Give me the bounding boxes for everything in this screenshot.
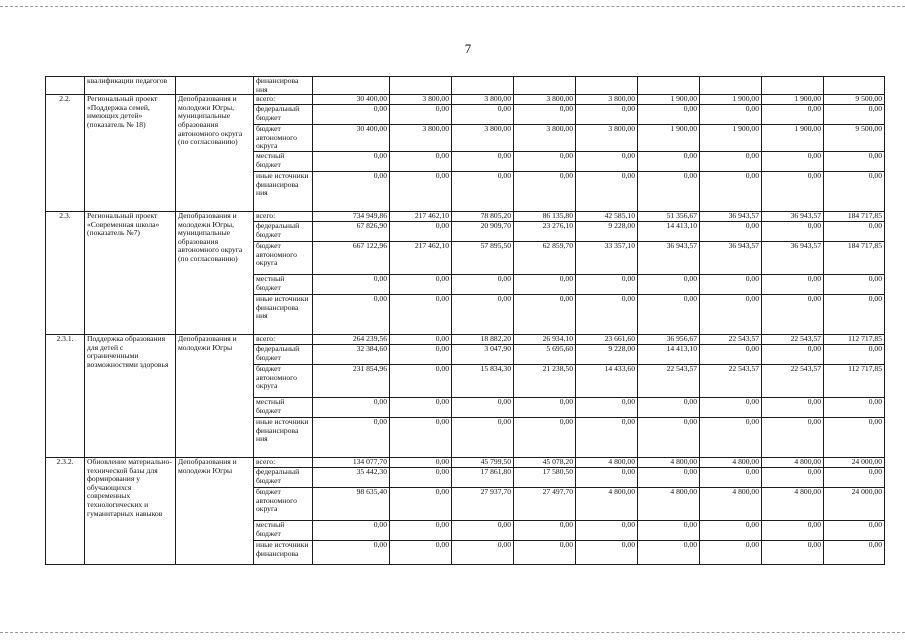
cell-value: 0,00 xyxy=(824,520,885,540)
cell-value xyxy=(824,77,885,95)
cell-value: 0,00 xyxy=(390,344,452,364)
cell-value: 217 462,10 xyxy=(390,211,452,221)
cell-value: 112 717,85 xyxy=(824,334,885,344)
cell-value: 0,00 xyxy=(390,334,452,344)
cell-value: 0,00 xyxy=(824,274,885,294)
cell-value: 1 900,00 xyxy=(700,125,762,152)
cell-value: 0,00 xyxy=(762,417,824,457)
cell-value: 3 800,00 xyxy=(576,95,638,105)
cell-value: 0,00 xyxy=(762,344,824,364)
cell-value: 3 800,00 xyxy=(514,125,576,152)
cell-value: 0,00 xyxy=(762,221,824,241)
cell-value: 9 228,00 xyxy=(576,344,638,364)
cell-value: 0,00 xyxy=(576,417,638,457)
cell-value: 0,00 xyxy=(824,467,885,487)
cell-value: 62 859,70 xyxy=(514,241,576,274)
cell-value: 0,00 xyxy=(700,344,762,364)
cell-value: 0,00 xyxy=(576,540,638,564)
cell-value: 0,00 xyxy=(700,520,762,540)
cell-value: 264 239,56 xyxy=(313,334,390,344)
cell-executor: Депобразования и молодежи Югры, муниципальные образования автономного округа (по согласованию) xyxy=(176,95,254,212)
table-row xyxy=(46,334,885,344)
cell-value: 3 800,00 xyxy=(390,125,452,152)
cell-value: 9 500,00 xyxy=(824,95,885,105)
cell-value: 36 943,57 xyxy=(762,211,824,221)
cell-source: иные источники финансирова ния xyxy=(254,294,313,334)
cell-value: 86 135,80 xyxy=(514,211,576,221)
cell-source: бюджет автономного округа xyxy=(254,364,313,397)
cell-value xyxy=(452,77,514,95)
cell-value: 0,00 xyxy=(700,397,762,417)
cell-value: 5 695,60 xyxy=(514,344,576,364)
cell-value: 4 800,00 xyxy=(638,487,700,520)
cell-value: 0,00 xyxy=(638,397,700,417)
cell-value: 0,00 xyxy=(452,417,514,457)
cell-value: 0,00 xyxy=(452,105,514,125)
cell-value: 22 543,57 xyxy=(762,364,824,397)
cell-value: 17 861,80 xyxy=(452,467,514,487)
cell-value: 0,00 xyxy=(452,274,514,294)
cell-source: местный бюджет xyxy=(254,397,313,417)
cell-value: 0,00 xyxy=(452,540,514,564)
cell-value: 0,00 xyxy=(700,105,762,125)
cell-source: бюджет автономного округа xyxy=(254,241,313,274)
cell-value: 0,00 xyxy=(700,417,762,457)
cell-value: 0,00 xyxy=(452,520,514,540)
cell-value: 45 078,20 xyxy=(514,457,576,467)
cell-value: 36 943,57 xyxy=(700,211,762,221)
cell-value: 9 500,00 xyxy=(824,125,885,152)
cell-value: 4 800,00 xyxy=(762,487,824,520)
cell-executor: Депобразования и молодежи Югры, муниципальные образования автономного округа (по согласованию) xyxy=(176,211,254,334)
cell-value: 42 585,10 xyxy=(576,211,638,221)
cell-value: 134 077,70 xyxy=(313,457,390,467)
cell-value: 36 943,57 xyxy=(638,241,700,274)
cell-source: всего: xyxy=(254,334,313,344)
cell-value: 0,00 xyxy=(700,151,762,171)
cell-value: 0,00 xyxy=(390,457,452,467)
cell-value xyxy=(390,77,452,95)
cell-value: 0,00 xyxy=(313,540,390,564)
cell-value: 0,00 xyxy=(762,540,824,564)
cell-value: 30 400,00 xyxy=(313,95,390,105)
cell-executor: Депобразования и молодежи Югры xyxy=(176,457,254,564)
cell-value: 24 000,00 xyxy=(824,487,885,520)
cell-value: 4 800,00 xyxy=(762,457,824,467)
cell-value: 0,00 xyxy=(576,520,638,540)
cell-value: 0,00 xyxy=(390,151,452,171)
cell-value: 0,00 xyxy=(390,467,452,487)
cell-value: 67 826,90 xyxy=(313,221,390,241)
cell-value: 0,00 xyxy=(390,364,452,397)
cell-value: 0,00 xyxy=(514,520,576,540)
cell-value: 0,00 xyxy=(762,105,824,125)
cell-value: 0,00 xyxy=(638,520,700,540)
cell-value: 184 717,85 xyxy=(824,241,885,274)
cell-value xyxy=(762,77,824,95)
cell-value: 0,00 xyxy=(762,274,824,294)
cell-value: 0,00 xyxy=(313,397,390,417)
cell-value: 184 717,85 xyxy=(824,211,885,221)
cell-value: 26 934,10 xyxy=(514,334,576,344)
cell-value: 0,00 xyxy=(700,171,762,211)
cell-value: 20 909,70 xyxy=(452,221,514,241)
cell-source: федеральный бюджет xyxy=(254,221,313,241)
cell-value: 1 900,00 xyxy=(762,95,824,105)
cell-value: 0,00 xyxy=(638,171,700,211)
cell-value xyxy=(576,77,638,95)
cell-value: 15 834,30 xyxy=(452,364,514,397)
cell-value: 14 413,10 xyxy=(638,344,700,364)
cell-value: 0,00 xyxy=(452,397,514,417)
cell-no xyxy=(46,77,85,95)
cell-value: 1 900,00 xyxy=(700,95,762,105)
cell-value: 36 956,67 xyxy=(638,334,700,344)
cell-value: 0,00 xyxy=(514,274,576,294)
cell-value: 0,00 xyxy=(313,105,390,125)
cell-value: 0,00 xyxy=(390,171,452,211)
cell-value: 0,00 xyxy=(313,520,390,540)
cell-value: 0,00 xyxy=(824,221,885,241)
cell-value: 4 800,00 xyxy=(576,457,638,467)
cell-no: 2.2. xyxy=(46,95,85,212)
cell-value: 0,00 xyxy=(638,417,700,457)
cell-value: 57 895,50 xyxy=(452,241,514,274)
cell-value: 0,00 xyxy=(390,487,452,520)
cell-name: квалификации педагогов xyxy=(85,77,176,95)
cell-value: 0,00 xyxy=(576,105,638,125)
cell-value: 23 276,10 xyxy=(514,221,576,241)
cell-value: 24 000,00 xyxy=(824,457,885,467)
cell-value: 3 047,90 xyxy=(452,344,514,364)
cell-value: 22 543,57 xyxy=(700,364,762,397)
cell-executor xyxy=(176,77,254,95)
cell-value: 0,00 xyxy=(700,467,762,487)
cell-value: 21 238,50 xyxy=(514,364,576,397)
cell-name: Обновление материально-технической базы для формирования у обучающихся современных технологических и гуманитарных навыков xyxy=(85,457,176,564)
cell-value: 0,00 xyxy=(638,294,700,334)
cell-value: 0,00 xyxy=(638,540,700,564)
cell-value: 0,00 xyxy=(638,105,700,125)
cell-source: иные источники финансирова xyxy=(254,540,313,564)
cell-value: 27 937,70 xyxy=(452,487,514,520)
cell-value: 0,00 xyxy=(313,294,390,334)
cell-source: федеральный бюджет xyxy=(254,344,313,364)
cell-value: 0,00 xyxy=(824,105,885,125)
cell-source: бюджет автономного округа xyxy=(254,125,313,152)
cell-value: 112 717,85 xyxy=(824,364,885,397)
cell-value: 18 882,20 xyxy=(452,334,514,344)
cell-value: 217 462,10 xyxy=(390,241,452,274)
cell-value: 0,00 xyxy=(390,397,452,417)
cell-source: местный бюджет xyxy=(254,274,313,294)
cell-value: 0,00 xyxy=(700,274,762,294)
cell-value: 4 800,00 xyxy=(700,457,762,467)
cell-value: 0,00 xyxy=(390,417,452,457)
table-row xyxy=(46,211,885,221)
cell-value: 0,00 xyxy=(576,397,638,417)
cell-value: 14 413,10 xyxy=(638,221,700,241)
cell-source: местный бюджет xyxy=(254,151,313,171)
cell-value: 23 661,60 xyxy=(576,334,638,344)
cell-value: 30 400,00 xyxy=(313,125,390,152)
cell-no: 2.3. xyxy=(46,211,85,334)
cell-value: 0,00 xyxy=(514,171,576,211)
cell-value: 3 800,00 xyxy=(452,95,514,105)
cell-value: 0,00 xyxy=(824,151,885,171)
cell-value: 32 384,60 xyxy=(313,344,390,364)
cell-source: всего: xyxy=(254,95,313,105)
cell-value: 0,00 xyxy=(313,171,390,211)
cell-name: Региональный проект «Современная школа» (показатель №7) xyxy=(85,211,176,334)
cell-value: 4 800,00 xyxy=(638,457,700,467)
cell-value: 14 433,60 xyxy=(576,364,638,397)
cell-value: 98 635,40 xyxy=(313,487,390,520)
cell-value: 0,00 xyxy=(514,397,576,417)
cell-value: 0,00 xyxy=(576,294,638,334)
scan-edge-bottom xyxy=(0,632,905,633)
cell-value: 45 799,50 xyxy=(452,457,514,467)
cell-value: 22 543,57 xyxy=(762,334,824,344)
cell-source: иные источники финансирова ния xyxy=(254,171,313,211)
table-row-continuation xyxy=(46,77,885,95)
cell-source: всего: xyxy=(254,457,313,467)
cell-value: 0,00 xyxy=(452,151,514,171)
cell-value: 0,00 xyxy=(576,467,638,487)
cell-value xyxy=(313,77,390,95)
cell-value: 0,00 xyxy=(313,151,390,171)
cell-value: 22 543,57 xyxy=(638,364,700,397)
cell-value: 0,00 xyxy=(514,151,576,171)
cell-value: 0,00 xyxy=(824,171,885,211)
cell-value: 0,00 xyxy=(824,540,885,564)
cell-value: 78 805,20 xyxy=(452,211,514,221)
cell-value: 0,00 xyxy=(576,151,638,171)
cell-value: 0,00 xyxy=(762,397,824,417)
cell-source: федеральный бюджет xyxy=(254,467,313,487)
cell-value: 0,00 xyxy=(762,467,824,487)
cell-value xyxy=(638,77,700,95)
cell-value: 4 800,00 xyxy=(576,487,638,520)
cell-value: 35 442,30 xyxy=(313,467,390,487)
cell-value: 0,00 xyxy=(824,417,885,457)
cell-value: 0,00 xyxy=(576,171,638,211)
cell-name: Поддержка образования для детей с ограниченными возможностями здоровья xyxy=(85,334,176,457)
cell-value: 0,00 xyxy=(452,294,514,334)
cell-value: 0,00 xyxy=(390,294,452,334)
cell-value: 0,00 xyxy=(390,540,452,564)
cell-value: 0,00 xyxy=(313,417,390,457)
cell-value: 0,00 xyxy=(762,151,824,171)
cell-value: 0,00 xyxy=(390,105,452,125)
cell-value: 0,00 xyxy=(514,417,576,457)
table-row xyxy=(46,95,885,105)
cell-value: 0,00 xyxy=(700,221,762,241)
cell-source: всего: xyxy=(254,211,313,221)
cell-value xyxy=(700,77,762,95)
cell-value: 3 800,00 xyxy=(452,125,514,152)
page-number: 7 xyxy=(464,41,472,56)
financing-table xyxy=(45,76,885,565)
cell-value: 0,00 xyxy=(700,540,762,564)
cell-value: 667 122,96 xyxy=(313,241,390,274)
cell-value: 1 900,00 xyxy=(638,125,700,152)
table-row xyxy=(46,457,885,467)
cell-value: 0,00 xyxy=(638,467,700,487)
cell-value: 0,00 xyxy=(762,294,824,334)
cell-value: 27 497,70 xyxy=(514,487,576,520)
cell-value: 9 228,00 xyxy=(576,221,638,241)
cell-value: 4 800,00 xyxy=(700,487,762,520)
cell-value: 17 580,50 xyxy=(514,467,576,487)
cell-value: 0,00 xyxy=(824,294,885,334)
cell-value: 0,00 xyxy=(390,274,452,294)
cell-value: 51 356,67 xyxy=(638,211,700,221)
cell-value: 0,00 xyxy=(762,171,824,211)
cell-value: 0,00 xyxy=(452,171,514,211)
cell-value: 0,00 xyxy=(700,294,762,334)
cell-value: 0,00 xyxy=(313,274,390,294)
cell-value: 3 800,00 xyxy=(576,125,638,152)
cell-value: 0,00 xyxy=(762,520,824,540)
cell-executor: Депобразования и молодежи Югры xyxy=(176,334,254,457)
cell-source: федеральный бюджет xyxy=(254,105,313,125)
cell-source: иные источники финансирова ния xyxy=(254,417,313,457)
cell-value: 36 943,57 xyxy=(700,241,762,274)
cell-value: 0,00 xyxy=(576,274,638,294)
cell-value: 22 543,57 xyxy=(700,334,762,344)
cell-value: 734 949,86 xyxy=(313,211,390,221)
cell-value: 1 900,00 xyxy=(638,95,700,105)
cell-value: 33 357,10 xyxy=(576,241,638,274)
cell-value: 36 943,57 xyxy=(762,241,824,274)
cell-value: 0,00 xyxy=(390,520,452,540)
cell-value: 3 800,00 xyxy=(390,95,452,105)
cell-value: 1 900,00 xyxy=(762,125,824,152)
cell-value: 0,00 xyxy=(514,294,576,334)
cell-value: 0,00 xyxy=(824,397,885,417)
cell-value: 0,00 xyxy=(390,221,452,241)
cell-value: 231 854,96 xyxy=(313,364,390,397)
cell-value: 0,00 xyxy=(514,540,576,564)
cell-value: 0,00 xyxy=(638,151,700,171)
cell-source: бюджет автономного округа xyxy=(254,487,313,520)
cell-source: местный бюджет xyxy=(254,520,313,540)
cell-no: 2.3.1. xyxy=(46,334,85,457)
cell-source: финансирова ния xyxy=(254,77,313,95)
cell-value xyxy=(514,77,576,95)
cell-value: 0,00 xyxy=(638,274,700,294)
cell-value: 3 800,00 xyxy=(514,95,576,105)
cell-value: 0,00 xyxy=(514,105,576,125)
cell-no: 2.3.2. xyxy=(46,457,85,564)
scan-edge-top xyxy=(0,6,905,7)
cell-value: 0,00 xyxy=(824,344,885,364)
cell-name: Региональный проект «Поддержка семей, имеющих детей» (показатель № 18) xyxy=(85,95,176,212)
